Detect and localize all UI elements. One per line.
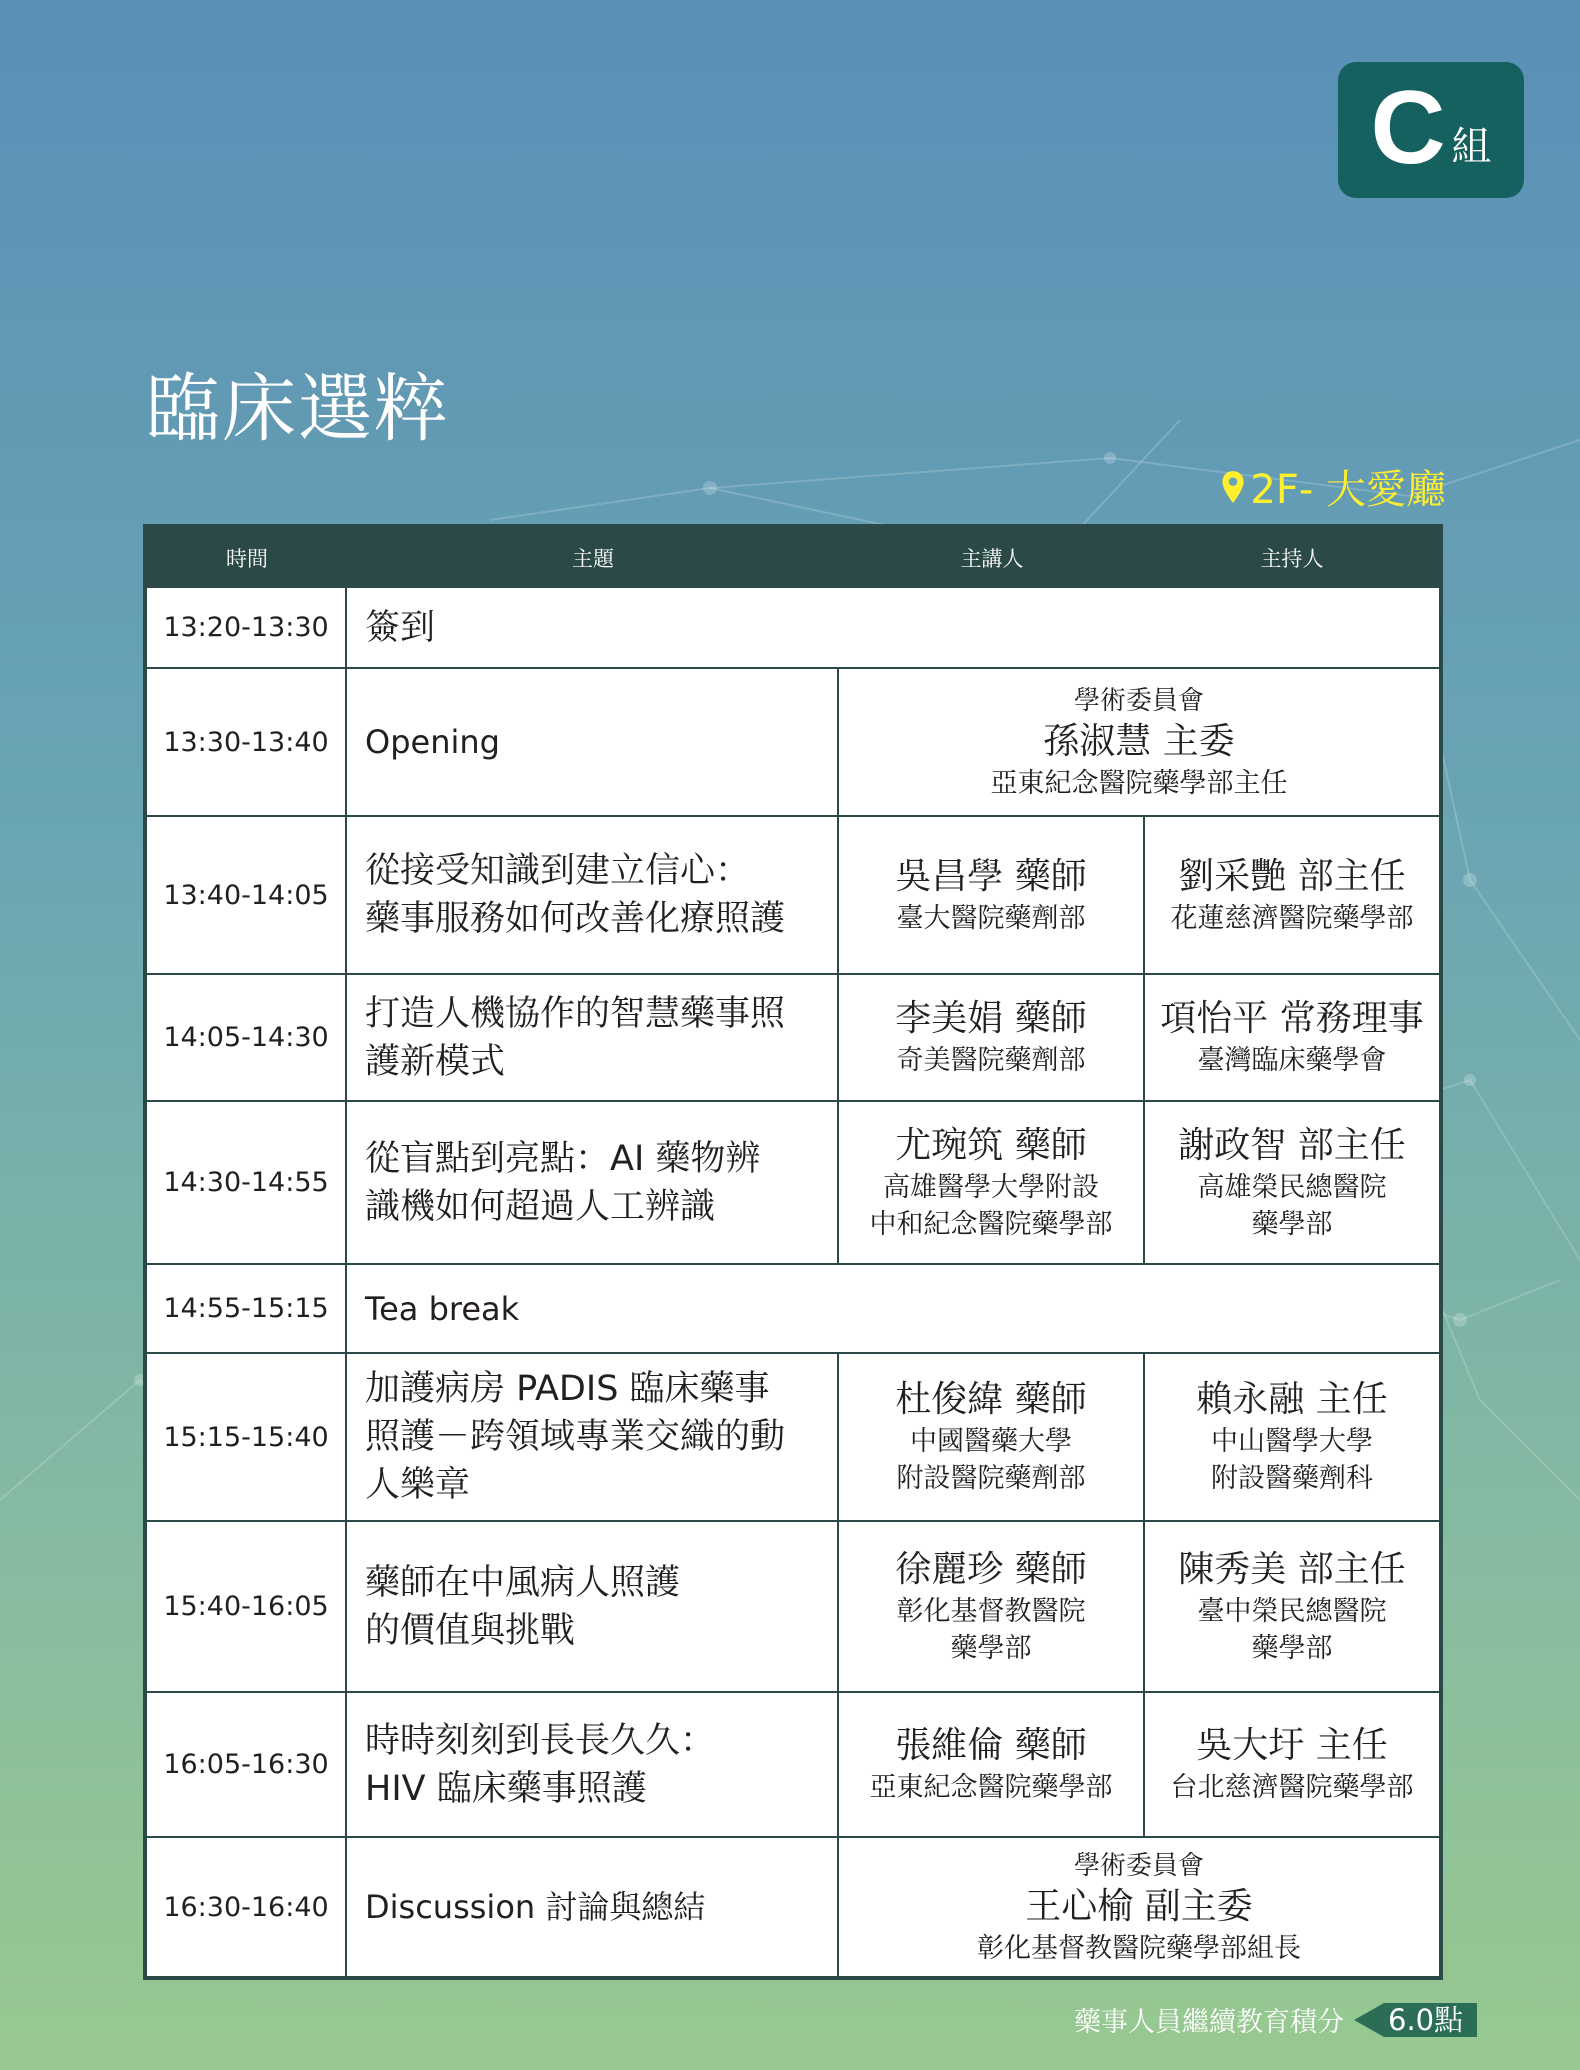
time-cell: 14:05-14:30 — [147, 975, 347, 1102]
moderator-cell — [1145, 1522, 1439, 1693]
time-cell: 15:40-16:05 — [147, 1522, 347, 1693]
moderator-affiliation: 臺中榮民總醫院 — [1197, 1595, 1387, 1627]
topic-line: 識機如何超過人工辨識 — [365, 1186, 716, 1227]
topic-line: 照護－跨領域專業交織的動 — [365, 1417, 786, 1457]
group-letter: C — [1370, 70, 1446, 186]
topic-cell — [347, 975, 839, 1102]
moderator-name: 賴永融 主任 — [1196, 1379, 1388, 1420]
moderator-name: 吳大圩 主任 — [1196, 1725, 1388, 1766]
topic-cell — [347, 1522, 839, 1693]
host-affiliation: 亞東紀念醫院藥學部主任 — [990, 767, 1288, 799]
speaker-cell — [839, 817, 1145, 975]
credit-label: 藥事人員繼續教育積分 — [1074, 2007, 1344, 2038]
header-topic: 主題 — [347, 528, 839, 588]
topic-cell: Tea break — [347, 1265, 1439, 1354]
speaker-name: 杜俊緯 藥師 — [895, 1379, 1087, 1420]
credit-footer — [1074, 2000, 1477, 2039]
topic-line: 護新模式 — [365, 1041, 506, 1082]
header-time: 時間 — [147, 528, 347, 588]
location-pin-icon — [1220, 470, 1246, 504]
credit-arrow — [1354, 2003, 1384, 2037]
topic-cell: 簽到 — [347, 588, 1439, 669]
time-cell: 16:30-16:40 — [147, 1838, 347, 1976]
speaker-affiliation: 亞東紀念醫院藥學部 — [869, 1772, 1113, 1803]
moderator-affiliation: 台北慈濟醫院藥學部 — [1170, 1772, 1414, 1803]
moderator-cell — [1145, 1354, 1439, 1522]
speaker-cell — [839, 1522, 1145, 1693]
speaker-name: 徐麗珍 藥師 — [895, 1548, 1087, 1590]
topic-line: 藥師在中風病人照護 — [365, 1562, 681, 1603]
topic-line: 打造人機協作的智慧藥事照 — [365, 993, 786, 1034]
topic-line: HIV 臨床藥事照護 — [365, 1768, 647, 1809]
time-cell: 13:30-13:40 — [147, 669, 347, 817]
topic-line: 時時刻刻到長長久久： — [365, 1720, 716, 1761]
speaker-cell — [839, 1693, 1145, 1838]
host-name: 王心榆 副主委 — [1025, 1885, 1253, 1927]
speaker-cell — [839, 975, 1145, 1102]
moderator-cell — [1145, 975, 1439, 1102]
moderator-affiliation: 高雄榮民總醫院 — [1197, 1171, 1387, 1203]
time-cell: 13:40-14:05 — [147, 817, 347, 975]
time-cell: 15:15-15:40 — [147, 1354, 347, 1522]
time-cell: 14:30-14:55 — [147, 1102, 347, 1265]
moderator-cell — [1145, 817, 1439, 975]
speaker-affiliation: 中國醫藥大學 — [910, 1426, 1072, 1457]
venue-label — [1220, 458, 1446, 515]
moderator-affiliation: 附設醫藥劑科 — [1211, 1463, 1373, 1494]
topic-line: 從盲點到亮點：AI 藥物辨 — [365, 1138, 761, 1179]
topic-cell — [347, 1693, 839, 1838]
topic-cell — [347, 1102, 839, 1265]
moderator-affiliation: 藥學部 — [1251, 1208, 1333, 1240]
moderator-name: 項怡平 常務理事 — [1160, 998, 1424, 1039]
speaker-name: 尤琬筑 藥師 — [895, 1124, 1087, 1166]
speaker-name: 吳昌學 藥師 — [895, 855, 1087, 897]
moderator-affiliation: 臺灣臨床藥學會 — [1197, 1045, 1387, 1076]
venue-text: 2F- 大愛廳 — [1250, 467, 1446, 513]
credit-points: 6.0點 — [1384, 2003, 1477, 2037]
speaker-name: 李美娟 藥師 — [895, 998, 1087, 1039]
speaker-affiliation: 奇美醫院藥劑部 — [896, 1045, 1086, 1076]
speaker-name: 張維倫 藥師 — [895, 1725, 1087, 1766]
moderator-name: 陳秀美 部主任 — [1178, 1548, 1406, 1590]
speaker-affiliation: 高雄醫學大學附設 — [883, 1171, 1099, 1203]
host-name: 孫淑慧 主委 — [1043, 720, 1235, 762]
moderator-affiliation: 藥學部 — [1251, 1632, 1333, 1664]
joint-host-cell — [839, 1838, 1439, 1976]
moderator-cell — [1145, 1102, 1439, 1265]
moderator-affiliation: 花蓮慈濟醫院藥學部 — [1170, 902, 1414, 934]
time-cell: 16:05-16:30 — [147, 1693, 347, 1838]
topic-cell — [347, 817, 839, 975]
header-speaker: 主講人 — [839, 528, 1145, 588]
moderator-cell — [1145, 1693, 1439, 1838]
speaker-affiliation: 臺大醫院藥劑部 — [896, 902, 1086, 934]
group-suffix: 組 — [1451, 124, 1492, 170]
speaker-cell — [839, 1102, 1145, 1265]
speaker-affiliation: 藥學部 — [950, 1632, 1032, 1664]
topic-line: 加護病房 PADIS 臨床藥事 — [365, 1369, 770, 1409]
speaker-affiliation: 中和紀念醫院藥學部 — [869, 1208, 1113, 1240]
moderator-name: 劉采艷 部主任 — [1178, 855, 1406, 897]
group-badge — [1338, 62, 1524, 198]
speaker-affiliation: 附設醫院藥劑部 — [896, 1463, 1086, 1494]
joint-host-cell — [839, 669, 1439, 817]
committee-name: 學術委員會 — [1073, 685, 1204, 716]
topic-line: 從接受知識到建立信心： — [365, 851, 751, 891]
topic-line: 人樂章 — [365, 1465, 471, 1505]
header-moderator: 主持人 — [1145, 528, 1439, 588]
host-affiliation: 彰化基督教醫院藥學部組長 — [977, 1932, 1301, 1964]
topic-line: 的價值與挑戰 — [365, 1610, 576, 1651]
time-cell: 14:55-15:15 — [147, 1265, 347, 1354]
speaker-affiliation: 彰化基督教醫院 — [896, 1595, 1086, 1627]
topic-cell: Opening — [347, 669, 839, 817]
time-cell: 13:20-13:30 — [147, 588, 347, 669]
topic-cell: Discussion 討論與總結 — [347, 1838, 839, 1976]
committee-name: 學術委員會 — [1073, 1850, 1204, 1881]
moderator-name: 謝政智 部主任 — [1178, 1124, 1406, 1166]
page-title: 臨床選粹 — [146, 366, 450, 452]
topic-cell — [347, 1354, 839, 1522]
speaker-cell — [839, 1354, 1145, 1522]
schedule-table — [143, 524, 1443, 1980]
moderator-affiliation: 中山醫學大學 — [1211, 1426, 1373, 1457]
topic-line: 藥事服務如何改善化療照護 — [365, 899, 786, 939]
